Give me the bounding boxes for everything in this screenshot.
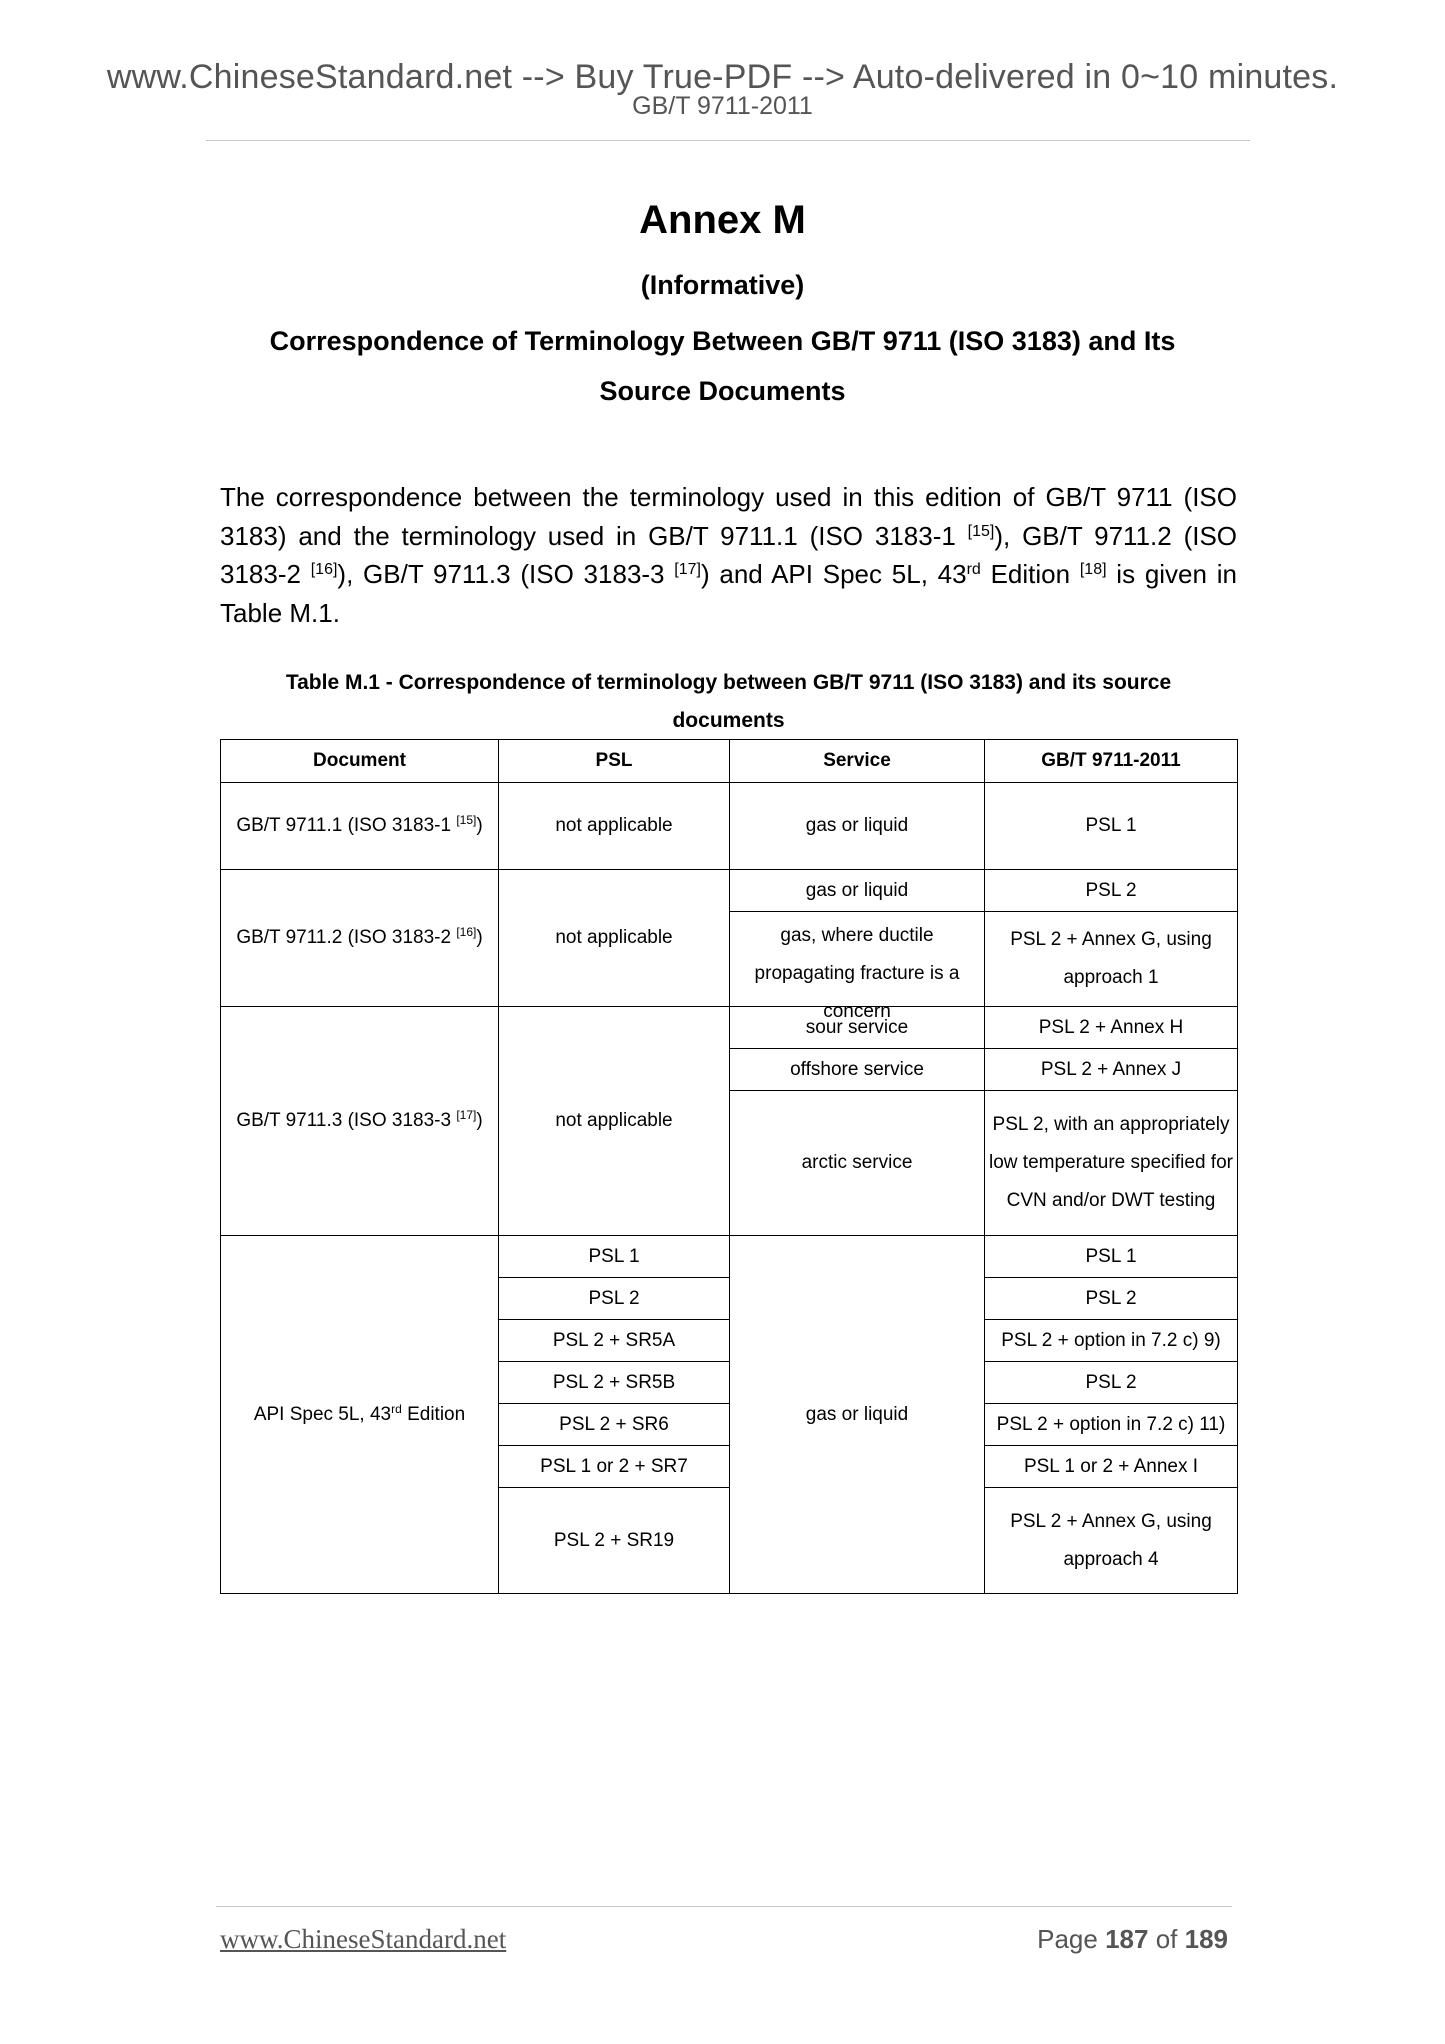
page-indicator (1030, 1924, 1228, 1955)
intro-paragraph (220, 478, 1237, 632)
psl-cell: PSL 2 + SR5B (499, 1362, 730, 1404)
table-row (221, 1007, 1238, 1049)
service-cell: sour service (730, 1007, 985, 1049)
page-number: 187 (1105, 1924, 1149, 1954)
gbt-cell: PSL 2, with an appropriately low temperature specified for CVN and/or DWT testing (985, 1091, 1238, 1236)
table-row (221, 783, 1238, 870)
document-name-close: ) (476, 815, 483, 836)
annex-heading-line1: Correspondence of Terminology Between GB/T 9711 (ISO 3183) and Its (269, 326, 1176, 356)
service-cell: offshore service (730, 1049, 985, 1091)
document-name: GB/T 9711.2 (ISO 3183-2 (236, 927, 457, 948)
table-header-row (221, 740, 1238, 783)
service-cell: gas or liquid (730, 1236, 985, 1594)
document-cell (221, 1236, 499, 1594)
reference-17: [17] (456, 1108, 477, 1122)
psl-cell: PSL 2 + SR19 (499, 1488, 730, 1594)
gbt-cell: PSL 1 or 2 + Annex I (985, 1446, 1238, 1488)
intro-text: ), GB/T 9711.2 (ISO 3183-2 (220, 520, 1238, 589)
table-caption-line2: documents (672, 709, 785, 732)
table-caption (220, 664, 1237, 740)
psl-cell: PSL 2 (499, 1278, 730, 1320)
table-row (221, 1236, 1238, 1278)
column-header-gbt: GB/T 9711-2011 (985, 740, 1238, 783)
psl-cell: PSL 2 + SR5A (499, 1320, 730, 1362)
ordinal-suffix: rd (391, 1401, 402, 1416)
reference-17: [17] (674, 561, 701, 578)
gbt-cell: PSL 1 (985, 783, 1238, 870)
document-name-close: ) (476, 927, 483, 948)
service-cell: arctic service (730, 1091, 985, 1236)
annex-heading (200, 316, 1245, 416)
standard-code: GB/T 9711-2011 (632, 92, 813, 120)
reference-16: [16] (310, 561, 338, 578)
column-header-service: Service (730, 740, 985, 783)
document-name: API Spec 5L, 43 (253, 1403, 392, 1425)
gbt-cell: PSL 2 + Annex G, using approach 4 (985, 1488, 1238, 1594)
gbt-cell: PSL 2 + option in 7.2 c) 9) (985, 1320, 1238, 1362)
document-name: GB/T 9711.1 (ISO 3183-1 (236, 815, 457, 836)
page-total: 189 (1184, 1924, 1228, 1954)
psl-cell: not applicable (499, 783, 730, 870)
psl-cell: PSL 1 (499, 1236, 730, 1278)
intro-text: is given in Table M.1. (220, 559, 1237, 628)
table-row (221, 870, 1238, 912)
page-prefix: Page (1037, 1924, 1106, 1954)
intro-text: Edition (980, 559, 1080, 589)
column-header-document: Document (221, 740, 499, 783)
gbt-cell: PSL 2 (985, 1278, 1238, 1320)
gbt-cell: PSL 1 (985, 1236, 1238, 1278)
header-divider (206, 140, 1250, 141)
page-separator: of (1148, 1924, 1185, 1954)
reference-18: [18] (1079, 561, 1107, 578)
document-cell (221, 1007, 499, 1236)
gbt-cell: PSL 2 + Annex G, using approach 1 (985, 912, 1238, 1007)
psl-cell: not applicable (499, 870, 730, 1007)
service-ductile-text: gas, where ductile propagating fracture is a concern (754, 925, 960, 1022)
intro-text: ) and API Spec 5L, 43 (700, 559, 967, 589)
psl-cell: PSL 2 + SR6 (499, 1404, 730, 1446)
ordinal-suffix: rd (966, 561, 981, 578)
correspondence-table (220, 739, 1238, 1594)
intro-text: ), GB/T 9711.3 (ISO 3183-3 (337, 559, 675, 589)
reference-15: [15] (456, 813, 477, 827)
reference-15: [15] (967, 522, 995, 540)
gbt-cell: PSL 2 + option in 7.2 c) 11) (985, 1404, 1238, 1446)
column-header-psl: PSL (499, 740, 730, 783)
gbt-cell: PSL 2 + Annex J (985, 1049, 1238, 1091)
psl-cell: not applicable (499, 1007, 730, 1236)
gbt-cell: PSL 2 (985, 1362, 1238, 1404)
footer-divider (216, 1906, 1232, 1907)
document-name-close: ) (476, 1110, 483, 1131)
service-cell: gas or liquid (730, 870, 985, 912)
psl-cell: PSL 1 or 2 + SR7 (499, 1446, 730, 1488)
gbt-cell: PSL 2 + Annex H (985, 1007, 1238, 1049)
reference-16: [16] (456, 925, 477, 939)
service-cell: gas or liquid (730, 783, 985, 870)
document-name: GB/T 9711.3 (ISO 3183-3 (236, 1110, 457, 1131)
document-name-end: Edition (401, 1403, 466, 1425)
footer-site-link[interactable]: www.ChineseStandard.net (220, 1924, 507, 1954)
document-cell (221, 783, 499, 870)
document-cell (221, 870, 499, 1007)
intro-text: The correspondence between the terminology used in this edition of GB/T 9711 (ISO 3183) and the terminology used in GB/T 9711.1 (ISO 3183-1 (220, 482, 1237, 551)
annex-type: (Informative) (640, 270, 805, 300)
table-caption-line1: Table M.1 - Correspondence of terminology between GB/T 9711 (ISO 3183) and its source (285, 671, 1172, 694)
header-banner-link[interactable]: www.ChineseStandard.net --> Buy True-PDF --> Auto-delivered in 0~10 minutes. (106, 58, 1339, 96)
annex-heading-line2: Source Documents (599, 376, 846, 406)
service-cell (730, 912, 985, 1022)
annex-title: Annex M (639, 198, 806, 242)
gbt-cell: PSL 2 (985, 870, 1238, 912)
